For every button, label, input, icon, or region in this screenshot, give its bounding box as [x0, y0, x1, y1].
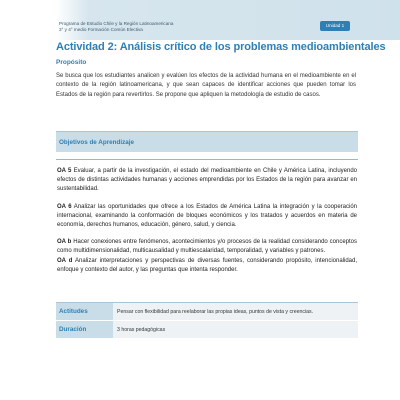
objective-code: OA 6 [57, 203, 72, 210]
objective-item [56, 238, 358, 256]
duration-row [56, 320, 358, 338]
objective-code: OA b [57, 239, 72, 246]
objective-item [56, 167, 358, 195]
objective-item [56, 203, 358, 231]
program-header [59, 21, 173, 33]
objectives-table [56, 131, 358, 275]
purpose-heading: Propósito [56, 59, 87, 66]
objectives-divider [56, 152, 358, 160]
duration-label: Duración [56, 321, 113, 338]
objectives-heading: Objetivos de Aprendizaje [56, 131, 358, 152]
program-title: Programa de Estudio Chile y la Región Latinoamericana [59, 21, 174, 26]
purpose-text: Se busca que los estudiantes analicen y evalúen los efectos de la actividad humana en el medioambiente en el contexto de la región latinoamericana, y que sean capaces de identificar acciones que pueden tomar los Estados de la región para revertirlos. Se propone que apliquen la metodología de estudio de casos. [56, 73, 356, 98]
header-band [0, 0, 400, 40]
attitudes-label: Actitudes [56, 303, 113, 320]
objective-text: Analizar las oportunidades que ofrece a los Estados de América Latina la integración y la cooperación internacional, examinando la conformación de bloques económicos y los tratados y acuerdos en materia de economía, derechos humanos, educación, género, salud, y ciencia. [57, 203, 357, 229]
unit-badge: Unidad 1 [320, 21, 350, 31]
objective-text: Hacer conexiones entre fenómenos, acontecimientos y/o procesos de la realidad considerando conceptos como multidimensionalidad, multicausalidad y multiescalaridad, temporalidad, y variables y patrones. [57, 239, 357, 255]
duration-value: 3 horas pedagógicas [113, 321, 358, 338]
attitudes-value: Pensar con flexibilidad para reelaborar las propias ideas, puntos de vista y creencias. [113, 303, 358, 320]
activity-title: Actividad 2: Análisis crítico de los problemas medioambientales [56, 41, 386, 53]
program-level: 3° y 4° medio Formación Común Electiva [59, 26, 143, 32]
objective-code: OA d [57, 257, 73, 264]
attitudes-row [56, 302, 358, 320]
objective-text: Analizar interpretaciones y perspectivas de diversas fuentes, considerando propósito, intencionalidad, enfoque y contexto del autor, y las preguntas que intenta responder. [57, 257, 358, 273]
objective-text: Evaluar, a partir de la investigación, el estado del medioambiente en Chile y América Latina, incluyendo efectos de distintas actividades humanas y acciones emprendidas por los Estados de la región para avanzar en sustentabilidad. [57, 168, 358, 193]
activity-meta-table [56, 302, 358, 338]
objective-item [56, 257, 358, 275]
objective-code: OA 5 [57, 168, 72, 174]
